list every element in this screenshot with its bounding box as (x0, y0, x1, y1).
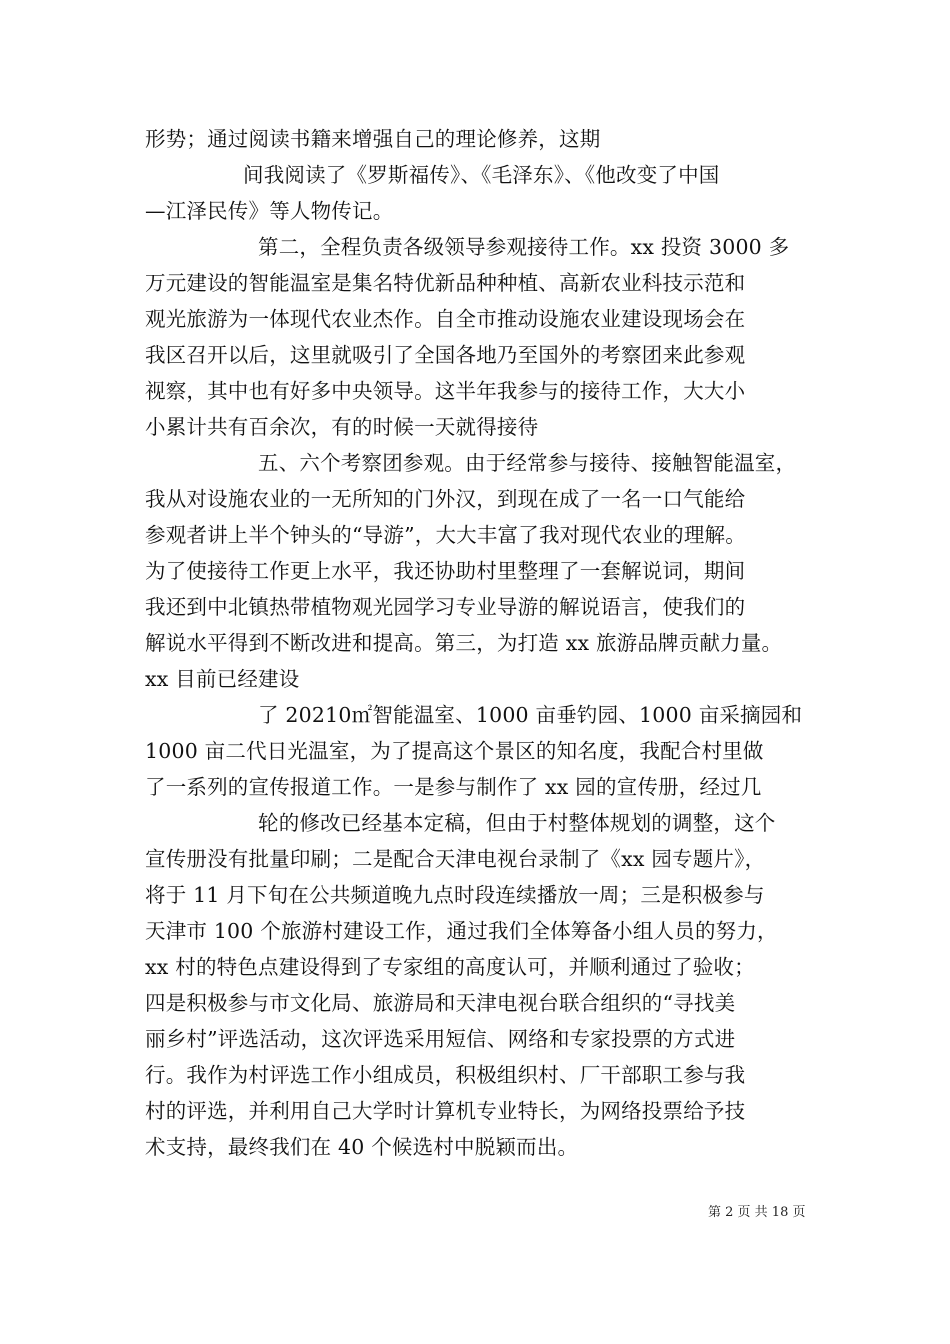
text-line-13: 为了使接待工作更上水平，我还协助村里整理了一套解说词，期间 (145, 559, 746, 583)
text-line-12: 参观者讲上半个钟头的“导游”，大大丰富了我对现代农业的理解。 (145, 523, 746, 547)
text-line-25: 四是积极参与市文化局、旅游局和天津电视台联合组织的“寻找美 (145, 991, 736, 1015)
text-line-14: 我还到中北镇热带植物观光园学习专业导游的解说语言，使我们的 (145, 595, 746, 619)
text-line-20: 轮的修改已经基本定稿，但由于村整体规划的调整，这个 (258, 811, 776, 835)
text-line-26: 丽乡村”评选活动，这次评选采用短信、网络和专家投票的方式进 (145, 1027, 736, 1051)
text-line-3: —江泽民传》等人物传记。 (145, 199, 394, 223)
text-line-11: 我从对设施农业的一无所知的门外汉，到现在成了一名一口气能给 (145, 487, 746, 511)
text-line-9: 小累计共有百余次，有的时候一天就得接待 (145, 415, 539, 439)
text-line-19: 了一系列的宣传报道工作。一是参与制作了 xx 园的宣传册，经过几 (145, 775, 762, 799)
text-line-2: 间我阅读了《罗斯福传》、《毛泽东》、《他改变了中国 (243, 163, 720, 187)
text-line-1: 形势；通过阅读书籍来增强自己的理论修养，这期 (145, 127, 601, 151)
text-line-8: 视察，其中也有好多中央领导。这半年我参与的接待工作，大大小 (145, 379, 746, 403)
text-line-15: 解说水平得到不断改进和提高。第三，为打造 xx 旅游品牌贡献力量。 (145, 631, 783, 655)
text-line-28: 村的评选，并利用自己大学时计算机专业特长，为网络投票给予技 (145, 1099, 746, 1123)
text-line-10: 五、六个考察团参观。由于经常参与接待、接触智能温室， (258, 451, 797, 475)
text-line-24: xx 村的特色点建设得到了专家组的高度认可，并顺利通过了验收； (145, 955, 755, 979)
text-line-23: 天津市 100 个旅游村建设工作，通过我们全体筹备小组人员的努力， (145, 919, 778, 943)
text-line-4: 第二，全程负责各级领导参观接待工作。xx 投资 3000 多 (258, 235, 790, 259)
text-line-29: 术支持，最终我们在 40 个候选村中脱颖而出。 (145, 1135, 579, 1159)
text-line-22: 将于 11 月下旬在公共频道晚九点时段连续播放一周；三是积极参与 (145, 883, 765, 907)
page-number-footer: 第 2 页 共 18 页 (708, 1205, 806, 1220)
text-line-17: 了 20210㎡智能温室、1000 亩垂钓园、1000 亩采摘园和 (258, 703, 803, 727)
text-line-16: xx 目前已经建设 (145, 667, 300, 691)
text-line-7: 我区召开以后，这里就吸引了全国各地乃至国外的考察团来此参观 (145, 343, 746, 367)
text-line-6: 观光旅游为一体现代农业杰作。自全市推动设施农业建设现场会在 (145, 307, 746, 331)
text-line-27: 行。我作为村评选工作小组成员，积极组织村、厂干部职工参与我 (145, 1063, 746, 1087)
text-line-18: 1000 亩二代日光温室，为了提高这个景区的知名度，我配合村里做 (145, 739, 764, 763)
text-line-21: 宣传册没有批量印刷；二是配合天津电视台录制了《xx 园专题片》， (145, 847, 766, 871)
text-line-5: 万元建设的智能温室是集名特优新品种种植、高新农业科技示范和 (145, 271, 746, 295)
